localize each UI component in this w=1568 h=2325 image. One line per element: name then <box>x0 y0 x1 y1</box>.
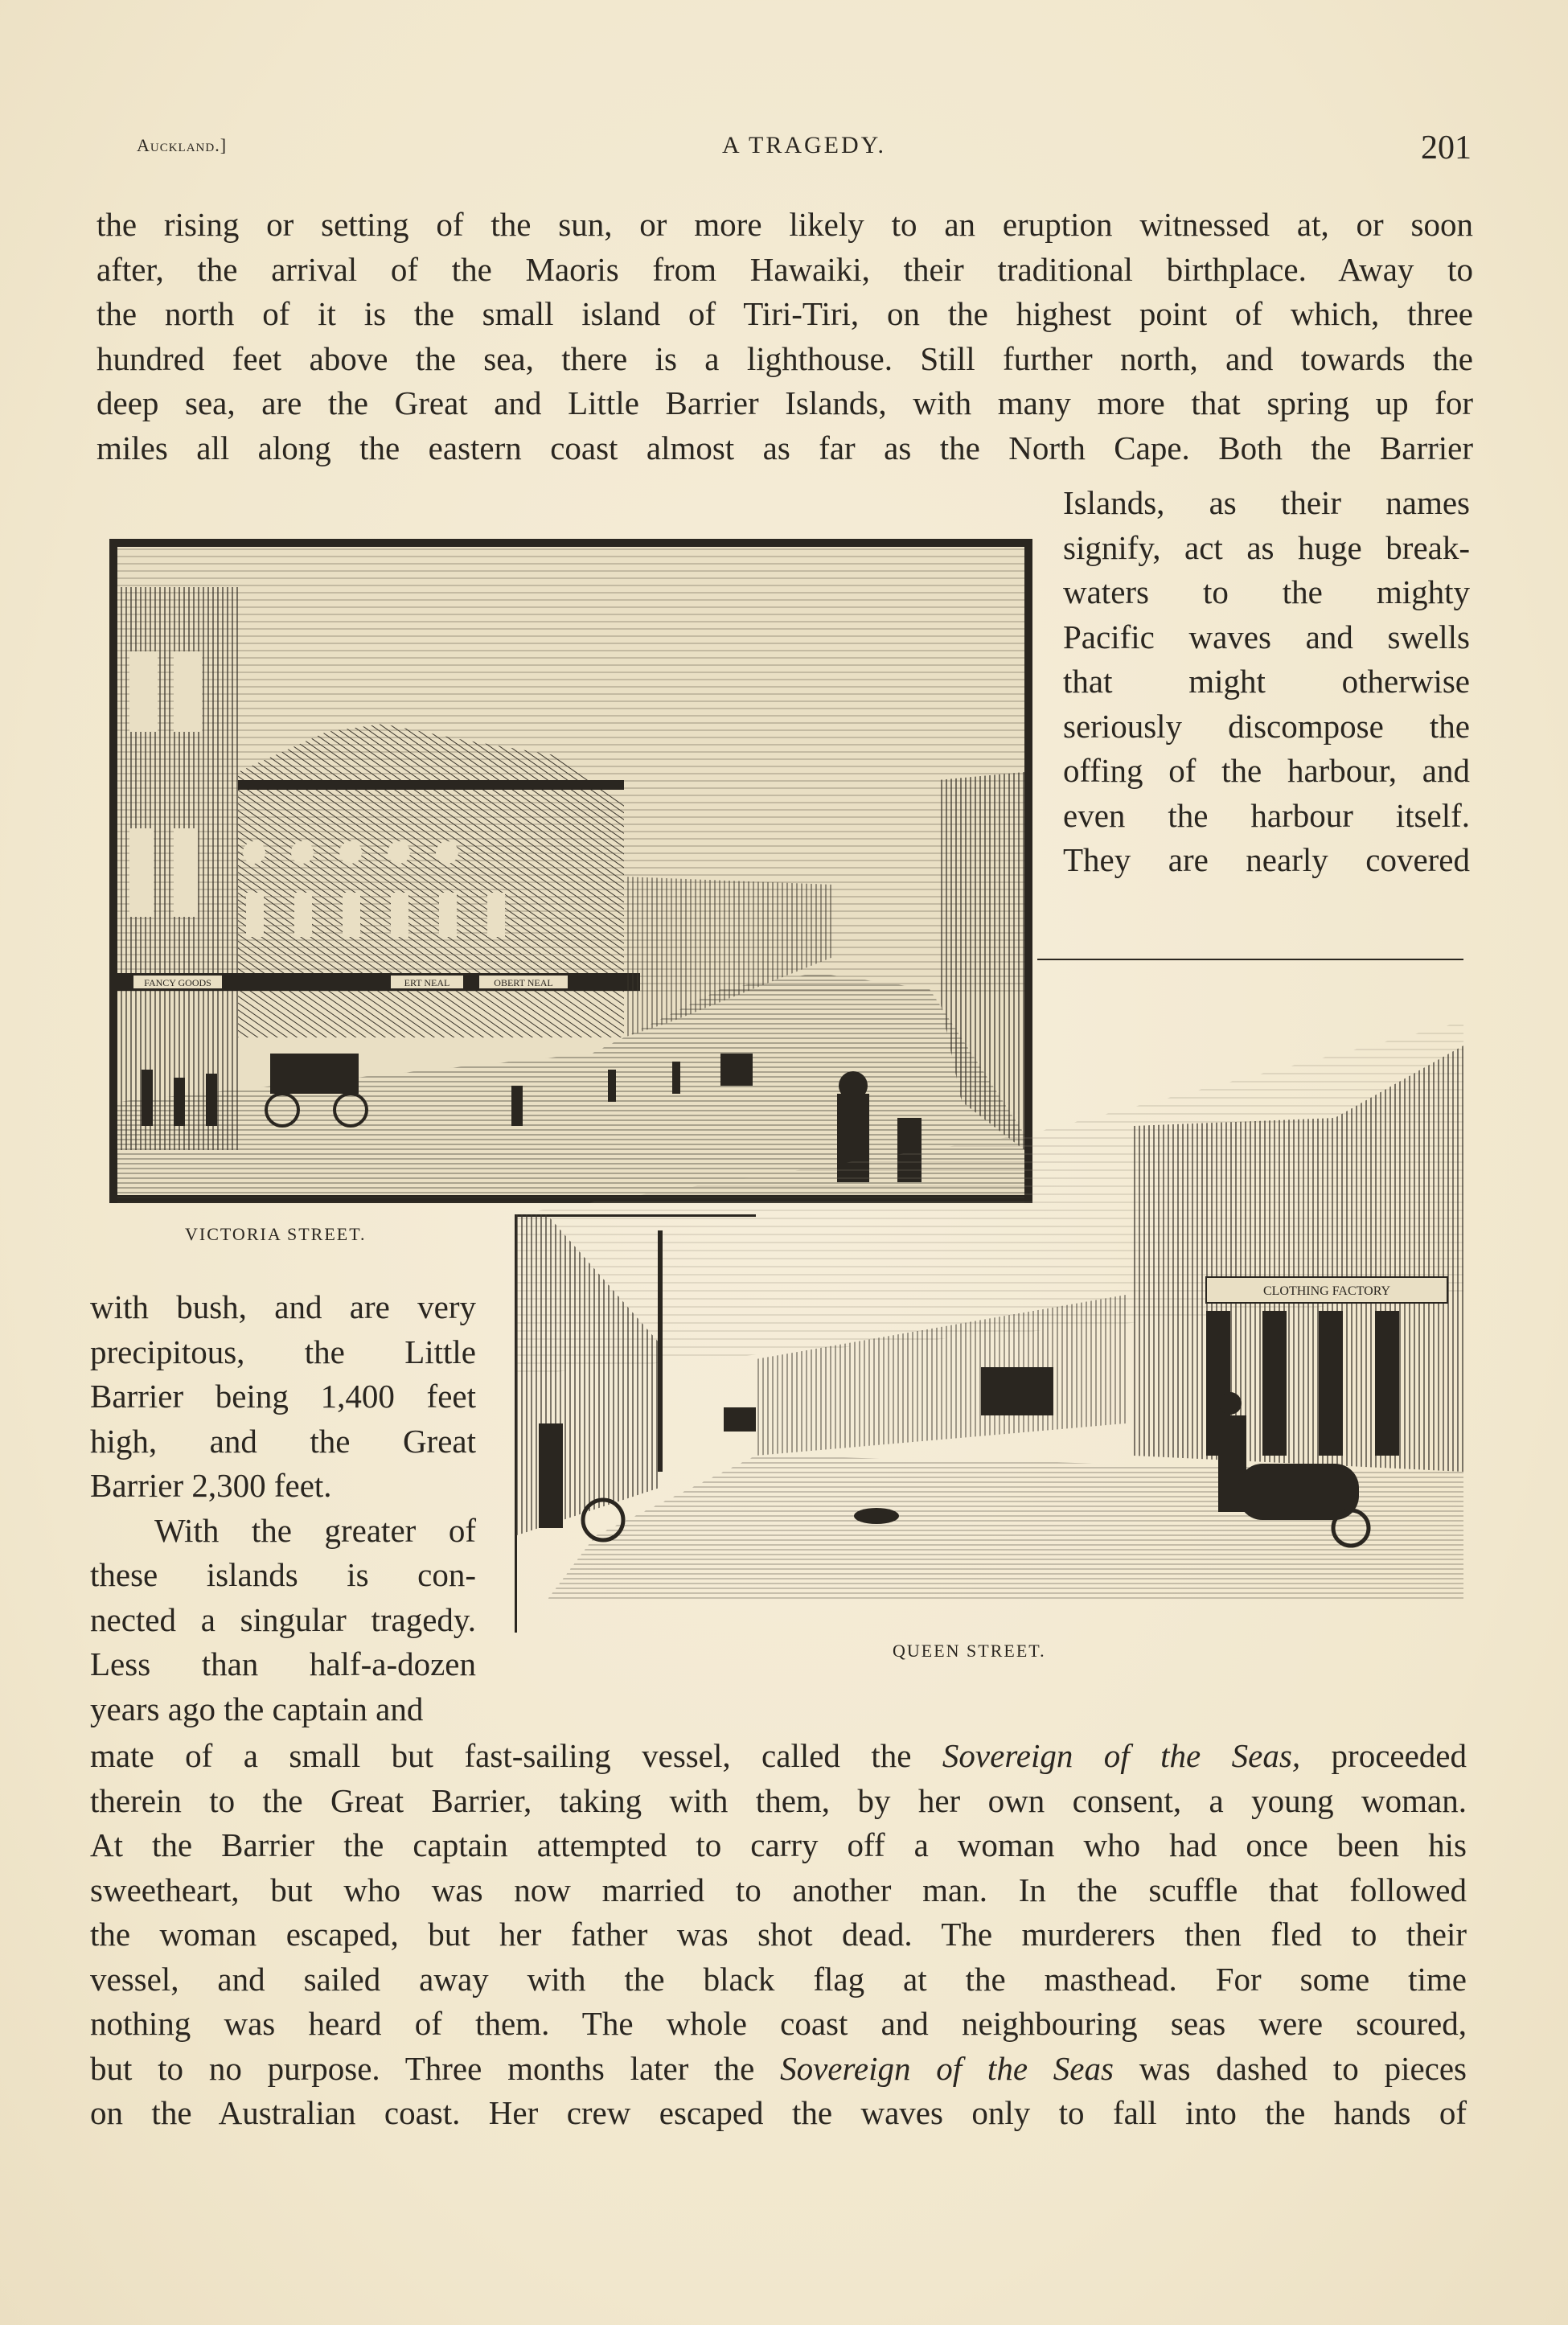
header-chapter-title: A TRAGEDY. <box>722 132 886 158</box>
text-line <box>90 1734 1467 1779</box>
sign-fancy-goods: FANCY GOODS <box>144 977 211 988</box>
text-line: Islands, as their names <box>1063 484 1470 521</box>
text-line: offing of the harbour, and <box>1063 752 1470 789</box>
running-header <box>137 129 1472 177</box>
text-line: deep sea, are the Great and Little Barrier Islands, with many more that spring up for <box>96 384 1473 421</box>
page-number: 201 <box>1421 129 1472 166</box>
text-line: nected a singular tragedy. <box>90 1600 476 1638</box>
text-line: the north of it is the small island of Tiri-Tiri, on the highest point of which, three <box>96 295 1473 332</box>
text-line: even the harbour itself. <box>1063 796 1470 834</box>
text-line: signify, act as huge break- <box>1063 528 1470 566</box>
divider-rule <box>1037 959 1463 960</box>
text-line: years ago the captain and <box>90 1690 424 1727</box>
text-line: therein to the Great Barrier, taking with them, by her own consent, a young woman. <box>90 1781 1467 1819</box>
text-run: proceeded <box>1331 1737 1467 1774</box>
right-column-text <box>1063 481 1470 883</box>
text-line: that might otherwise <box>1063 663 1470 700</box>
text-line: At the Barrier the captain attempted to carry off a woman who had once been his <box>90 1826 1467 1863</box>
text-run: but to no purpose. Three months later the <box>90 2049 755 2087</box>
text-line: nothing was heard of them. The whole coast and neighbouring seas were scoured, <box>90 2005 1467 2042</box>
bottom-paragraph <box>90 1734 1467 2136</box>
text-line: the woman escaped, but her father was shot dead. The murderers then fled to their <box>90 1916 1467 1953</box>
italic-ship-name: Sovereign of the Seas <box>780 2049 1114 2087</box>
text-line: after, the arrival of the Maoris from Hawaiki, their traditional birthplace. Away to <box>96 250 1473 288</box>
text-line: on the Australian coast. Her crew escaped the waves only to fall into the hands of <box>90 2094 1467 2131</box>
caption-queen-street: QUEEN STREET. <box>893 1641 1046 1661</box>
text-line: hundred feet above the sea, there is a lighthouse. Still further north, and towards the <box>96 339 1473 377</box>
queen-street-engraving <box>515 973 1463 1641</box>
text-line: seriously discompose the <box>1063 707 1470 745</box>
text-line: miles all along the eastern coast almost as far as the North Cape. Both the Barrier <box>96 429 1473 466</box>
sign-obert-neal: OBERT NEAL <box>494 977 553 988</box>
text-line: precipitous, the Little <box>90 1333 476 1370</box>
text-line: waters to the mighty <box>1063 573 1470 610</box>
sign-clothing-factory: CLOTHING FACTORY <box>1262 1284 1391 1298</box>
text-line: the rising or setting of the sun, or more likely to an eruption witnessed at, or soon <box>96 206 1473 243</box>
text-run: was dashed to pieces <box>1139 2049 1467 2087</box>
text-line: Barrier being 1,400 feet <box>90 1378 476 1415</box>
left-column-text <box>90 1285 476 1731</box>
text-run: mate of a small but fast-sailing vessel, called the <box>90 1737 912 1774</box>
sign-ert-neal: ERT NEAL <box>404 977 450 988</box>
text-line: Barrier 2,300 feet. <box>90 1467 332 1504</box>
text-line: They are nearly covered <box>1063 841 1470 878</box>
text-line: these islands is con- <box>90 1556 476 1593</box>
header-section-label: Auckland.] <box>137 135 228 155</box>
text-line: Pacific waves and swells <box>1063 618 1470 655</box>
italic-ship-name: Sovereign of the Seas, <box>942 1737 1301 1774</box>
text-line: Less than half-a-dozen <box>90 1645 476 1682</box>
text-line: sweetheart, but who was now married to another man. In the scuffle that followed <box>90 1871 1467 1908</box>
top-paragraph <box>96 203 1473 470</box>
text-line <box>90 2047 1467 2092</box>
caption-victoria-street: VICTORIA STREET. <box>185 1224 367 1244</box>
text-line: vessel, and sailed away with the black flag at the masthead. For some time <box>90 1960 1467 1998</box>
text-line: With the greater of <box>154 1511 476 1549</box>
text-line: with bush, and are very <box>90 1288 476 1325</box>
text-line: high, and the Great <box>90 1422 476 1460</box>
